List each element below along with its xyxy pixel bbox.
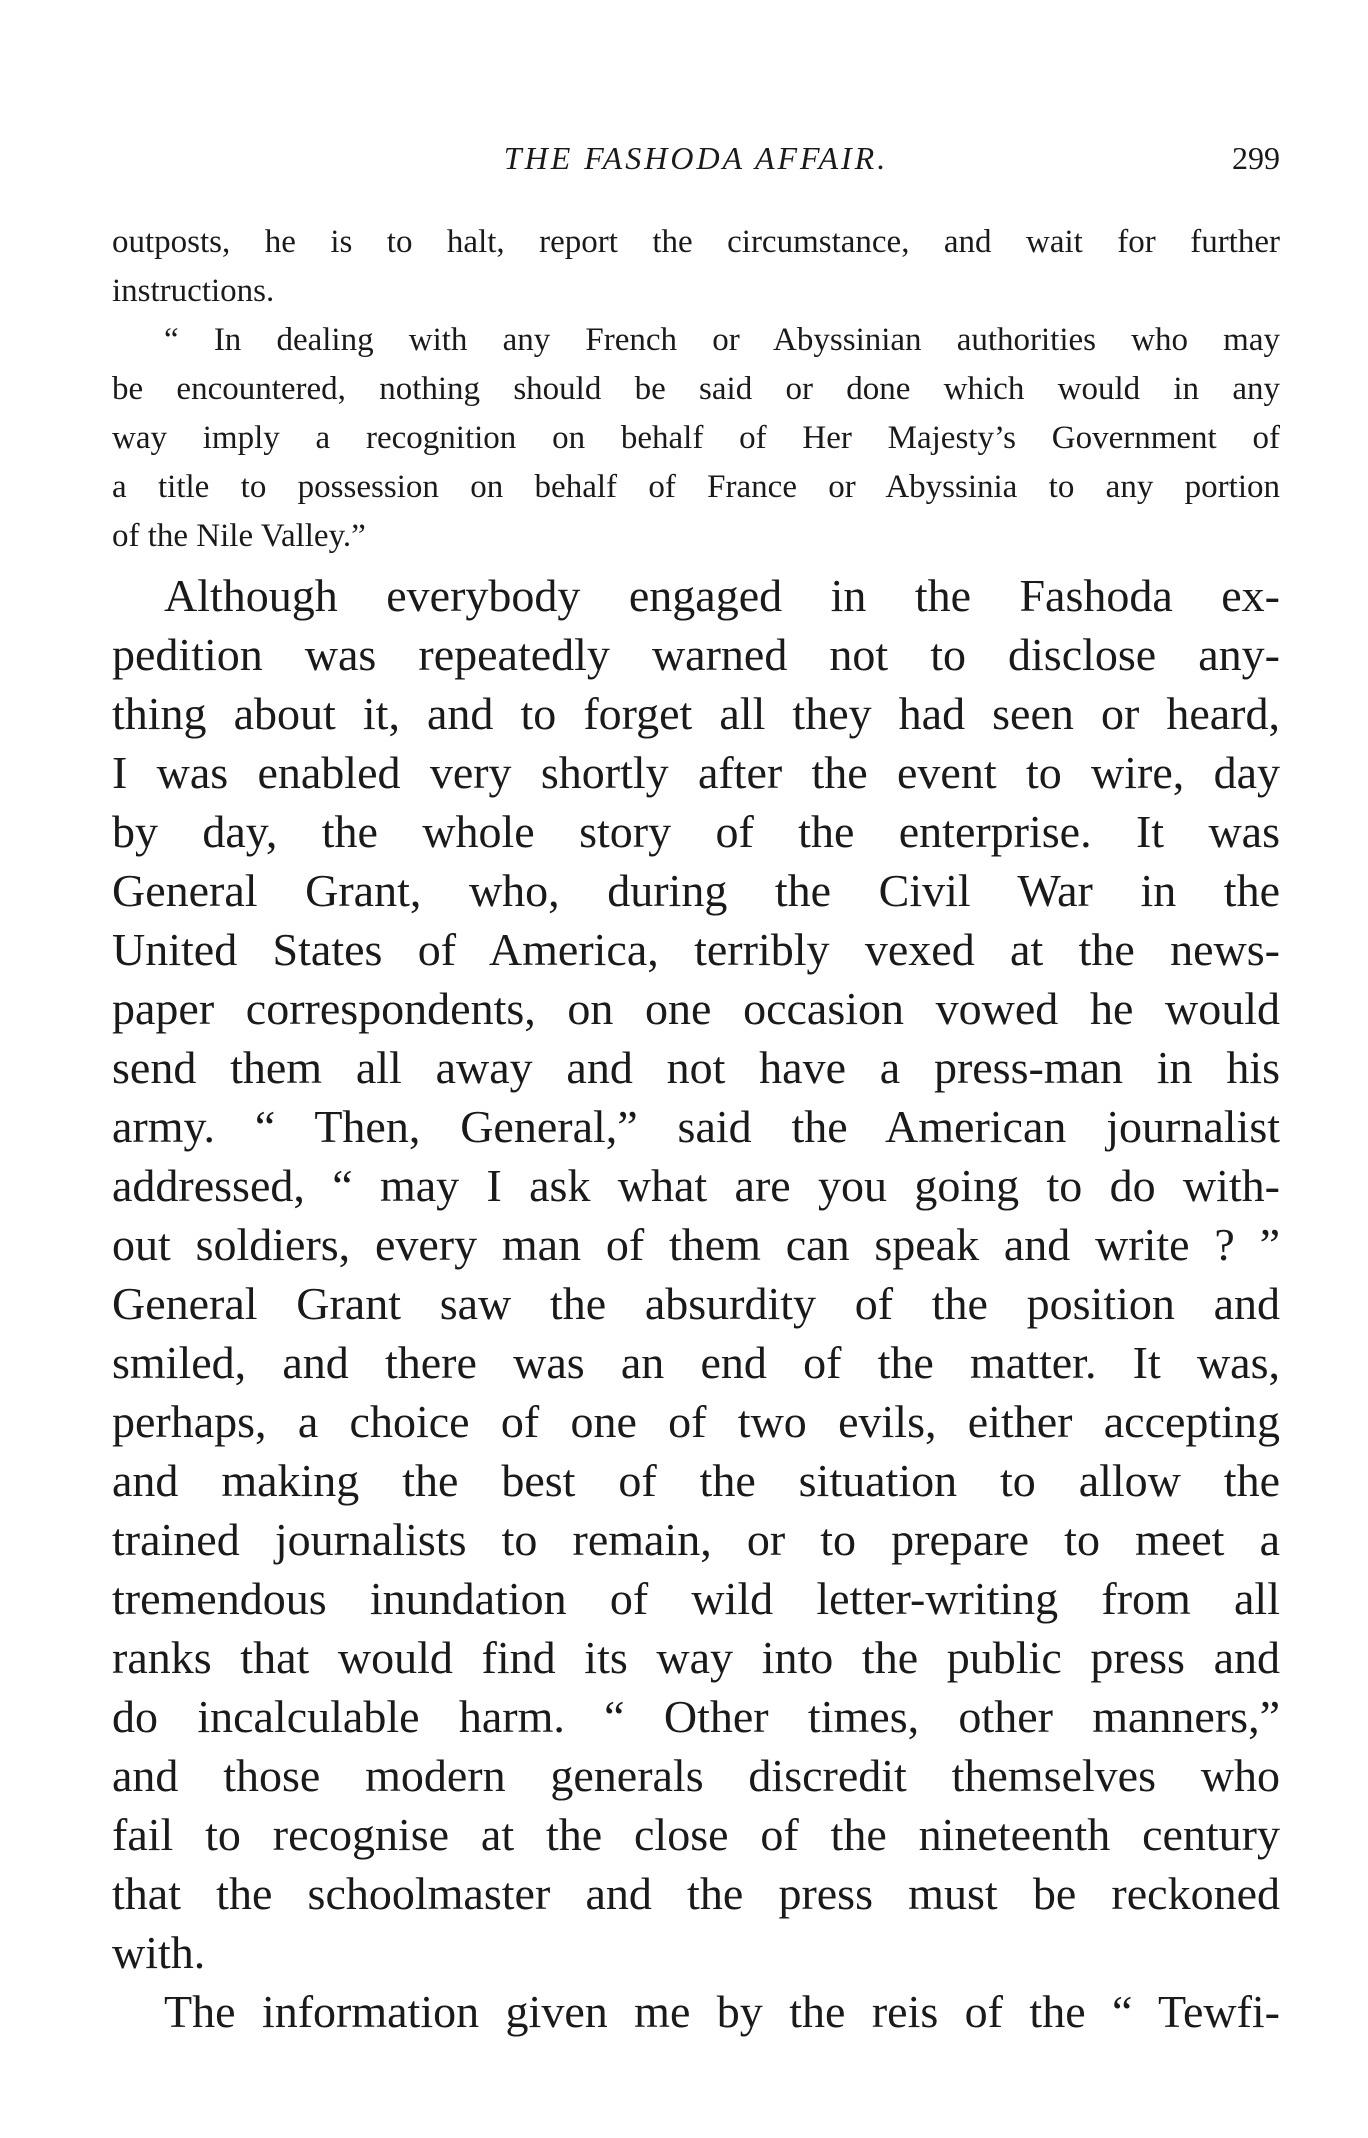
text-line: out soldiers, every man of them can speak and write ? ” xyxy=(112,1219,1280,1270)
text-line: perhaps, a choice of one of two evils, either accepting xyxy=(112,1396,1280,1447)
text-line: instructions. xyxy=(112,273,275,309)
text-line: be encountered, nothing should be said or done which would in any xyxy=(112,371,1280,407)
text-line: that the schoolmaster and the press must be reckoned xyxy=(112,1868,1280,1919)
text-line: addressed, “ may I ask what are you going to do with- xyxy=(112,1160,1280,1211)
text-line: army. “ Then, General,” said the American journalist xyxy=(112,1101,1280,1152)
text-line: do incalculable harm. “ Other times, other manners,” xyxy=(112,1691,1280,1742)
text-line: The information given me by the reis of the “ Tewfi- xyxy=(164,1986,1280,2037)
text-line: and making the best of the situation to allow the xyxy=(112,1455,1280,1506)
text-line: fail to recognise at the close of the nineteenth century xyxy=(112,1809,1280,1860)
text-line: tremendous inundation of wild letter-writing from all xyxy=(112,1573,1280,1624)
text-line: with. xyxy=(112,1927,206,1978)
text-line: Although everybody engaged in the Fashoda ex- xyxy=(164,570,1280,621)
text-line: send them all away and not have a press-man in his xyxy=(112,1042,1280,1093)
text-line: by day, the whole story of the enterprise. It was xyxy=(112,806,1280,857)
running-title: THE FASHODA AFFAIR. xyxy=(503,140,889,176)
text-line: paper correspondents, on one occasion vowed he would xyxy=(112,983,1280,1034)
text-line: thing about it, and to forget all they had seen or heard, xyxy=(112,688,1280,739)
quoted-instructions xyxy=(112,218,1280,561)
body-text xyxy=(112,566,1280,2041)
text-line: of the Nile Valley.” xyxy=(112,518,366,554)
text-line: ranks that would find its way into the public press and xyxy=(112,1632,1280,1683)
text-line: United States of America, terribly vexed at the news- xyxy=(112,924,1280,975)
text-line: “ In dealing with any French or Abyssinian authorities who may xyxy=(164,322,1280,358)
text-line: General Grant, who, during the Civil War in the xyxy=(112,865,1280,916)
text-line: pedition was repeatedly warned not to disclose any- xyxy=(112,629,1280,680)
page-number: 299 xyxy=(1232,140,1280,176)
page-header xyxy=(112,138,1280,178)
text-line: and those modern generals discredit themselves who xyxy=(112,1750,1280,1801)
text-line: way imply a recognition on behalf of Her Majesty’s Government of xyxy=(112,420,1280,456)
text-line: a title to possession on behalf of France or Abyssinia to any portion xyxy=(112,469,1280,505)
text-line: trained journalists to remain, or to prepare to meet a xyxy=(112,1514,1280,1565)
text-line: outposts, he is to halt, report the circumstance, and wait for further xyxy=(112,224,1280,260)
text-line: General Grant saw the absurdity of the position and xyxy=(112,1278,1280,1329)
text-line: I was enabled very shortly after the event to wire, day xyxy=(112,747,1280,798)
text-line: smiled, and there was an end of the matter. It was, xyxy=(112,1337,1280,1388)
